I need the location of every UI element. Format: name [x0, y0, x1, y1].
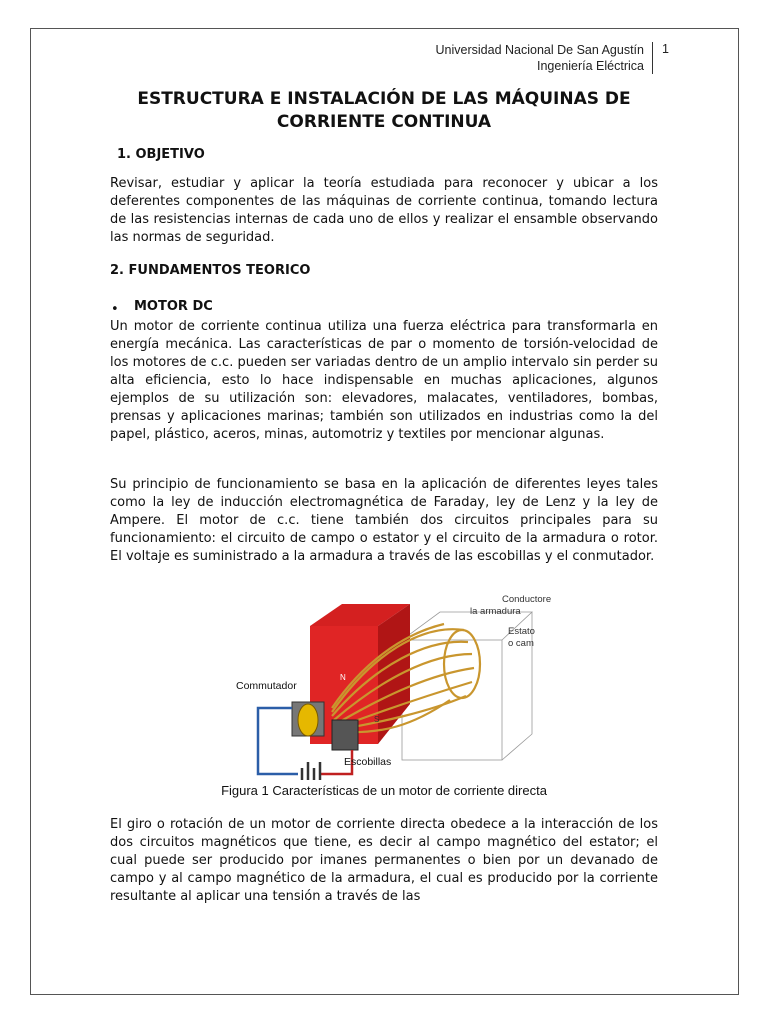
header-university: Universidad Nacional De San Agustín — [435, 43, 644, 57]
label-escobillas: Escobillas — [344, 756, 392, 768]
magnet-n-label: N — [340, 673, 346, 682]
motor-diagram-figure — [232, 594, 552, 784]
page-header — [436, 42, 644, 74]
header-separator — [652, 42, 653, 74]
magnet-s-label: S — [374, 715, 380, 724]
page-number: 1 — [662, 42, 669, 56]
heading-motor-dc: MOTOR DC — [134, 299, 213, 314]
label-campo: o cam — [508, 638, 534, 649]
document-title: ESTRUCTURA E INSTALACIÓN DE LAS MÁQUINAS DE CORRIENTE CONTINUA — [137, 89, 631, 132]
paragraph-motor-2: Su principio de funcionamiento se basa en la aplicación de diferentes leyes tales como la ley de inducción electromagnética de Faraday, ley de Lenz y la ley de Ampere. El motor de c.c. tiene también dos circuitos principales para su funcionamiento: el circuito de campo o estator y el circuito de la armadura o rotor. El voltaje es suministrado a la armadura a través de las escobillas y el conmutador. — [110, 477, 658, 564]
bullet-icon: • — [111, 302, 119, 317]
label-conductores: Conductore — [502, 594, 552, 605]
dc-motor-illustration — [232, 594, 552, 780]
paragraph-motor-1: Un motor de corriente continua utiliza una fuerza eléctrica para transformarla en energía mecánica. Las características de par o momento de torsión-velocidad de los motores de c.c. pueden ser variadas dentro de un amplio intervalo sin perder su alta eficiencia, esto lo hace indispensable en muchas aplicaciones, algunos ejemplos de su utilización son: elevadores, malacates, ventiladores, bombas, prensas y aplicaciones marinas; también son utilizados en industrias como la del papel, plástico, aceros, minas, automotriz y textiles por mencionar algunas. — [110, 319, 658, 442]
heading-objetivo: 1. OBJETIVO — [117, 147, 205, 162]
figure-caption: Figura 1 Características de un motor de corriente directa — [221, 783, 547, 798]
heading-fundamentos: 2. FUNDAMENTOS TEORICO — [110, 263, 311, 278]
paragraph-motor-3: El giro o rotación de un motor de corriente directa obedece a la interacción de los dos circuitos magnéticos que tiene, es decir al campo magnético del estator; el cual puede ser producido por imanes permanentes o bien por un devanado de campo y al campo magnético de la armadura, el cual es producido por la corriente resultante al aplicar una tensión a través de las — [110, 817, 658, 904]
label-armadura: la armadura — [470, 606, 521, 617]
paragraph-objetivo: Revisar, estudiar y aplicar la teoría estudiada para reconocer y ubicar a los deferentes componentes de las máquinas de corriente continua, tomando lectura de las resistencias internas de cada uno de ellos y realizar el ensamble observando las normas de seguridad. — [110, 176, 658, 245]
label-estator: Estato — [508, 626, 535, 637]
header-faculty: Ingeniería Eléctrica — [536, 59, 644, 73]
label-commutador: Commutador — [236, 680, 297, 692]
